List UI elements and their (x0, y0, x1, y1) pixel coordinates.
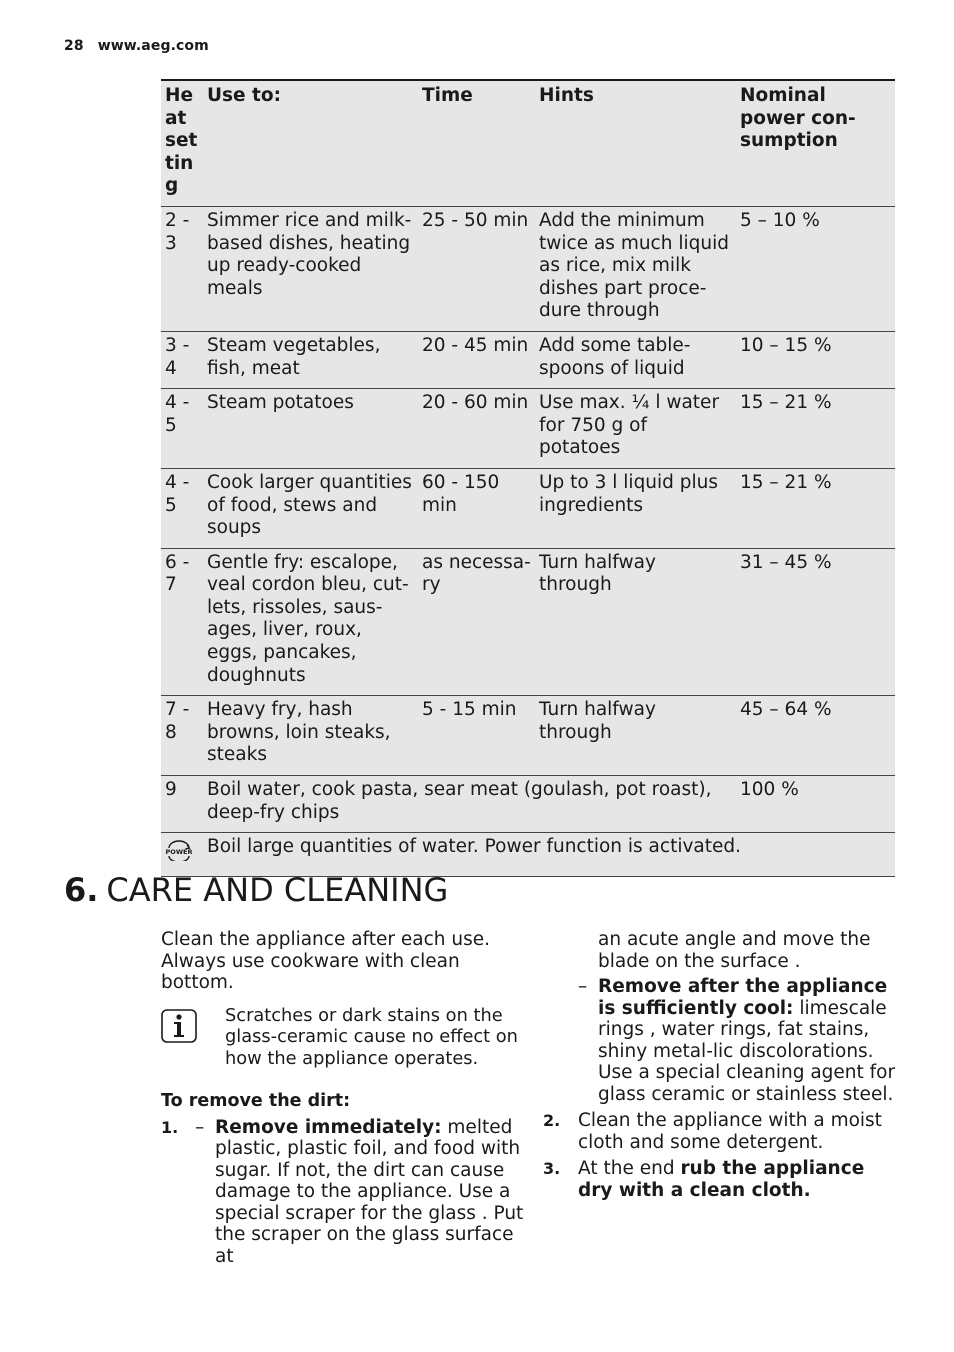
cell-heat: 9 (165, 779, 177, 801)
cell-heat: 4 - 5 (165, 392, 190, 436)
cell-use: Boil water, cook pasta, sear meat (goulash, pot roast), deep-fry chips (207, 779, 712, 823)
step-text: limescale rings , water rings, fat stains, shiny metal-lic discolorations. Use a special cleaning agent for glass ceramic or stainless steel. (598, 997, 896, 1105)
table-row (161, 548, 895, 696)
col-power: Nominal power con- sumption (740, 85, 856, 152)
cell-use: Simmer rice and milk-based dishes, heating up ready-cooked meals (207, 209, 412, 299)
table-row (161, 389, 895, 469)
cell-power: 15 – 21 % (740, 392, 832, 414)
cell-heat: 2 - 3 (165, 209, 190, 254)
step-number: 1. (161, 1117, 179, 1137)
cell-time: 20 - 60 min (422, 392, 529, 414)
table-row (161, 696, 895, 776)
cell-time: 60 - 150 min (422, 471, 500, 516)
note-text: Scratches or dark stains on the glass-ceramic cause no effect on how the appliance operates. (225, 1004, 518, 1069)
section-title (64, 868, 448, 912)
cell-hints: Add some table-spoons of liquid (539, 334, 691, 379)
step-3 (543, 1158, 903, 1201)
info-icon (161, 1009, 197, 1043)
step-text: Clean the appliance with a moist cloth and some detergent. (578, 1110, 882, 1153)
step-bold: Remove after the appliance is sufficiently cool: (598, 976, 888, 1019)
cell-heat: 3 - 4 (165, 334, 190, 379)
cell-use: Steam vegetables, fish, meat (207, 334, 381, 379)
cell-heat: 4 - 5 (165, 471, 190, 516)
intro-text: Clean the appliance after each use. Always use cookware with clean bottom. (161, 929, 490, 993)
step-1 (161, 1117, 533, 1268)
page-number: 28 (64, 38, 84, 54)
step-number: 2. (543, 1111, 561, 1130)
dash: – (195, 1116, 205, 1138)
cell-time: 20 - 45 min (422, 334, 529, 356)
cell-power: 31 – 45 % (740, 551, 832, 573)
col-time: Time (422, 85, 473, 106)
info-note (161, 1005, 533, 1075)
step-text: At the end (578, 1158, 681, 1179)
cell-time: 5 - 15 min (422, 699, 517, 721)
cell-heat: 7 - 8 (165, 699, 190, 743)
step-bold: Remove immediately: (215, 1116, 442, 1138)
power-icon-text: POWER (165, 848, 193, 857)
cell-hints: Turn halfway through (539, 551, 656, 596)
table-header-row (161, 80, 895, 206)
right-column (543, 929, 903, 1201)
section-title-text: CARE AND CLEANING (106, 871, 449, 909)
site-url: www.aeg.com (97, 38, 209, 54)
cell-hints: Up to 3 l liquid plus ingredients (539, 471, 719, 516)
table-row (161, 468, 895, 548)
col-use-to: Use to: (207, 85, 281, 106)
step-1-continuation: an acute angle and move the blade on the surface . (598, 929, 871, 972)
cell-power: 5 – 10 % (740, 209, 820, 231)
cell-hints: Add the minimum twice as much liquid as rice, mix milk dishes part proce-dure through (539, 209, 729, 322)
cell-power: 45 – 64 % (740, 699, 832, 721)
table-row (161, 206, 895, 331)
cell-hints: Use max. ¼ l water for 750 g of potatoes (539, 392, 720, 459)
table-row (161, 776, 895, 833)
cell-use: Gentle fry: escalope, veal cordon bleu, cut-lets, rissoles, saus-ages, liver, roux, eggs, pancakes, doughnuts (207, 551, 409, 686)
left-column (161, 929, 533, 1267)
cell-heat: 6 - 7 (165, 551, 190, 596)
cell-power: 10 – 15 % (740, 334, 832, 356)
cell-use: Heavy fry, hash browns, loin steaks, steaks (207, 699, 391, 766)
section-number: 6. (64, 871, 99, 909)
step-1b (543, 976, 903, 1105)
cell-hints: Turn halfway through (539, 699, 656, 743)
heat-settings-table (161, 79, 895, 877)
subheading: To remove the dirt: (161, 1090, 351, 1111)
cell-power: 15 – 21 % (740, 471, 832, 493)
step-text: melted plastic, plastic foil, and food with sugar. If not, the dirt can cause damage to the appliance. Use a special scraper for the glass . Put the scraper on the glass surface at (215, 1116, 524, 1267)
step-number: 3. (543, 1159, 561, 1178)
step-2 (543, 1110, 903, 1153)
power-function-icon (165, 839, 193, 861)
cell-time: 25 - 50 min (422, 209, 529, 231)
cell-use: Boil large quantities of water. Power function is activated. (207, 836, 742, 858)
cell-time: as necessa-ry (422, 551, 531, 596)
table-row (161, 331, 895, 388)
cell-use: Steam potatoes (207, 392, 354, 414)
col-hints: Hints (539, 85, 594, 106)
page-header (64, 38, 209, 54)
cell-power: 100 % (740, 779, 799, 801)
dash: – (578, 976, 588, 997)
cell-use: Cook larger quantities of food, stews and soups (207, 471, 412, 539)
step-bold: rub the appliance dry with a clean cloth. (578, 1158, 865, 1201)
col-heat-setting: He at set tin g (165, 85, 198, 197)
